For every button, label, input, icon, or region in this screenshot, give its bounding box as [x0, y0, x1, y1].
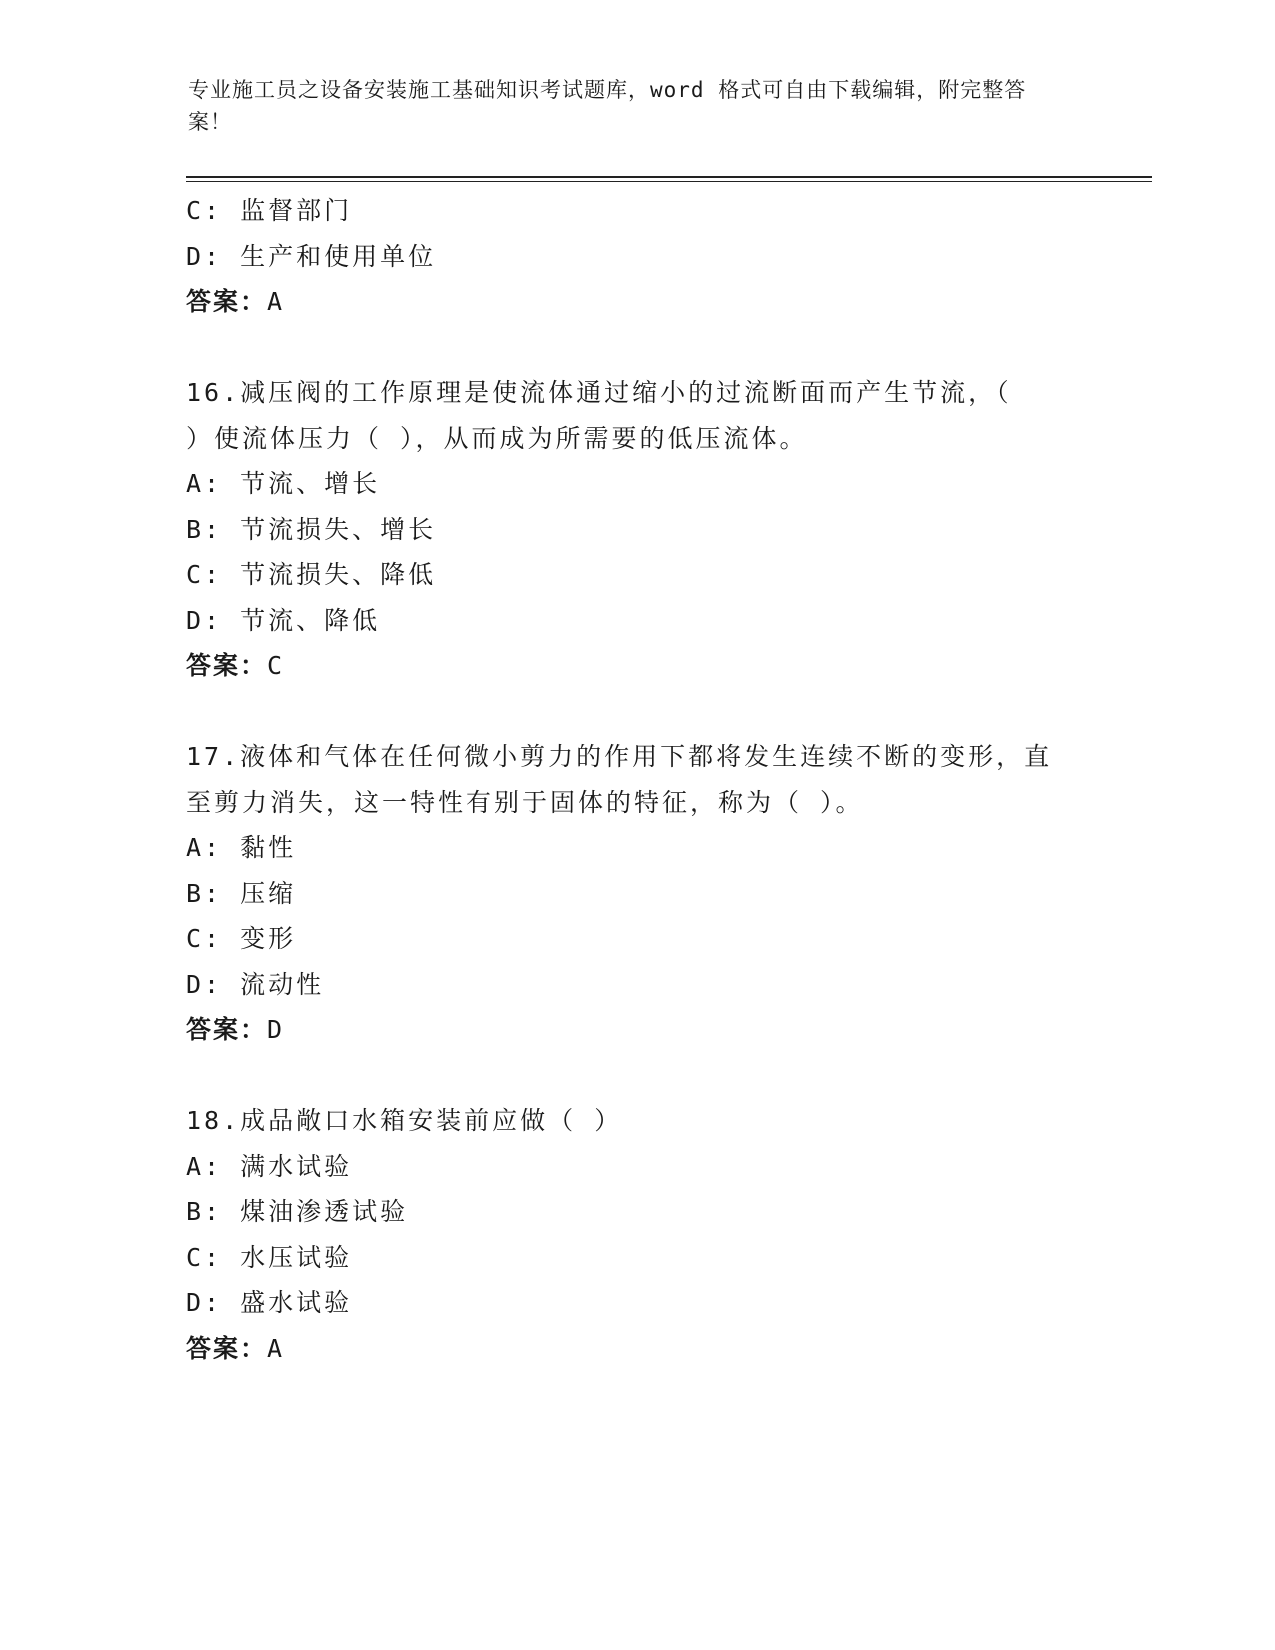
- answer-label: 答案：: [186, 1333, 268, 1363]
- option-b: B: 煤油渗透试验: [186, 1197, 409, 1226]
- option-a: A: 节流、增长: [186, 469, 381, 498]
- question-text-line: ）使流体压力（ ），从而成为所需要的低压流体。: [186, 423, 808, 453]
- question-text-line: 至剪力消失，这一特性有别于固体的特征，称为（ ）。: [186, 787, 864, 817]
- option-b: B: 压缩: [186, 878, 297, 908]
- answer-value: D: [267, 1015, 284, 1044]
- answer-line: [186, 1007, 1086, 1053]
- answer-value: C: [267, 651, 284, 680]
- option-a: A: 黏性: [186, 833, 297, 862]
- spacer: [186, 1053, 1086, 1099]
- question-17: [186, 734, 1086, 1053]
- option-c: C: 变形: [186, 924, 297, 953]
- question-18: [186, 1098, 1086, 1371]
- header-divider-thin: [186, 181, 1152, 182]
- question-text-line: 16.减压阀的工作原理是使流体通过缩小的过流断面而产生节流，（: [186, 378, 1012, 407]
- header-divider-thick: [186, 176, 1152, 178]
- document-content: [186, 188, 1086, 1371]
- option-d: D: 生产和使用单位: [186, 241, 437, 271]
- option-c: C: 水压试验: [186, 1242, 353, 1272]
- answer-value: A: [267, 1333, 284, 1363]
- answer-label: 答案：: [186, 651, 268, 680]
- option-d: D: 节流、降低: [186, 605, 381, 635]
- answer-line: [186, 643, 1086, 689]
- option-c: C: 节流损失、降低: [186, 560, 437, 589]
- answer-label: 答案：: [186, 1015, 268, 1044]
- question-text-line: 18.成品敞口水箱安装前应做（ ）: [186, 1106, 623, 1135]
- spacer: [186, 325, 1086, 371]
- document-header-title: 专业施工员之设备安装施工基础知识考试题库，word 格式可自由下载编辑，附完整答案！: [188, 78, 1027, 134]
- question-16: [186, 370, 1086, 689]
- option-c: C: 监督部门: [186, 196, 353, 225]
- answer-label: 答案：: [186, 287, 268, 316]
- spacer: [186, 689, 1086, 735]
- option-a: A: 满水试验: [186, 1151, 353, 1181]
- question-15-continued: [186, 188, 1086, 325]
- option-d: D: 流动性: [186, 969, 325, 999]
- answer-value: A: [267, 287, 284, 316]
- option-d: D: 盛水试验: [186, 1288, 353, 1317]
- answer-line: [186, 279, 1086, 325]
- answer-line: [186, 1326, 1086, 1372]
- option-b: B: 节流损失、增长: [186, 514, 437, 544]
- question-text-line: 17.液体和气体在任何微小剪力的作用下都将发生连续不断的变形，直: [186, 742, 1053, 771]
